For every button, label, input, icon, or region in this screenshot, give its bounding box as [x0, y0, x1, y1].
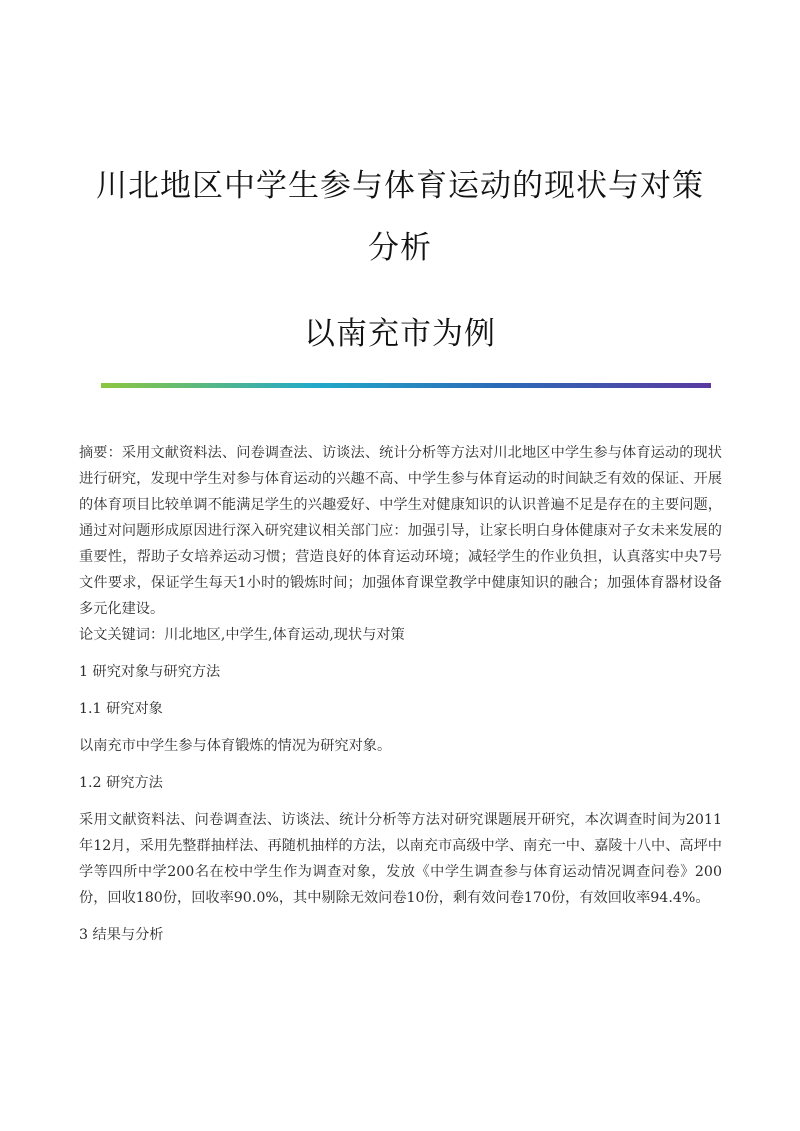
keywords-line: 论文关键词：川北地区,中学生,体育运动,现状与对策 — [79, 627, 405, 643]
document-title-line1: 川北地区中学生参与体育运动的现状与对策 — [96, 168, 704, 204]
section-1-1-text: 以南充市中学生参与体育锻炼的情况为研究对象。 — [79, 738, 392, 754]
document-title-line2: 分析 — [368, 230, 432, 266]
gradient-divider — [101, 383, 711, 388]
section-1-heading: 1 研究对象与研究方法 — [79, 664, 221, 680]
section-1-2-text: 采用文献资料法、问卷调查法、访谈法、统计分析等方法对研究课题展开研究，本次调查时间为2011年12月，采用先整群抽样法、再随机抽样的方法，以南充市高级中学、南充一中、嘉陵十八中、高坪中学等四所中学200名在校中学生作为调查对象，发放《中学生调查参与体育运动情况调查问卷》200份，回收180份，回收率90.0%，其中剔除无效问卷10份，剩有效问卷170份，有效回收率94.4%。 — [79, 812, 722, 906]
document-body — [79, 440, 722, 948]
document-subtitle: 以南充市为例 — [304, 316, 496, 352]
abstract-paragraph: 摘要：采用文献资料法、问卷调查法、访谈法、统计分析等方法对川北地区中学生参与体育运动的现状进行研究，发现中学生对参与体育运动的兴趣不高、中学生参与体育运动的时间缺乏有效的保证、开展的体育项目比较单调不能满足学生的兴趣爱好、中学生对健康知识的认识普遍不足是存在的主要问题，通过对问题形成原因进行深入研究建议相关部门应：加强引导，让家长明白身体健康对子女未来发展的重要性，帮助子女培养运动习惯；营造良好的体育运动环境；减轻学生的作业负担，认真落实中央7号文件要求，保证学生每天1小时的锻炼时间；加强体育课堂教学中健康知识的融合；加强体育器材设备多元化建设。 — [79, 445, 722, 617]
section-1-2-heading: 1.2 研究方法 — [79, 775, 163, 791]
section-3-heading: 3 结果与分析 — [79, 927, 164, 943]
section-1-1-heading: 1.1 研究对象 — [79, 701, 163, 717]
